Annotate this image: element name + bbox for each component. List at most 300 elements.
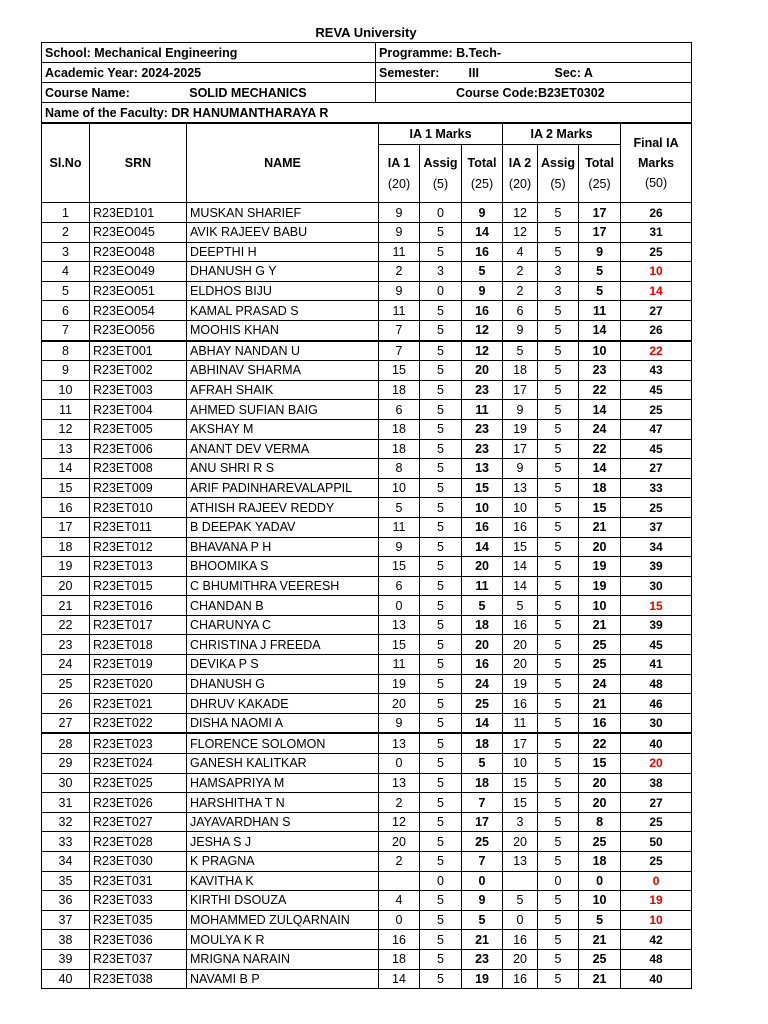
srn-cell: R23ET019 (90, 655, 187, 675)
assig1-cell: 5 (420, 713, 462, 733)
assig2-cell: 5 (538, 576, 579, 596)
total1-cell: 18 (462, 615, 503, 635)
course-info-table (41, 42, 692, 123)
final-cell: 39 (621, 557, 692, 577)
assig2-cell: 5 (538, 891, 579, 911)
slno-cell: 29 (42, 754, 90, 774)
srn-cell: R23ET013 (90, 557, 187, 577)
ia1-cell: 2 (379, 852, 420, 872)
total2-cell: 22 (579, 733, 621, 753)
table-row (42, 361, 692, 381)
assig2-cell: 5 (538, 773, 579, 793)
ia2-cell: 5 (503, 596, 538, 616)
col-total1: Total (25) (462, 145, 503, 203)
ia1-cell: 16 (379, 930, 420, 950)
ia1-cell: 11 (379, 301, 420, 321)
name-cell: GANESH KALITKAR (187, 754, 379, 774)
total1-cell: 16 (462, 301, 503, 321)
srn-cell: R23ET035 (90, 910, 187, 930)
slno-cell: 23 (42, 635, 90, 655)
total2-cell: 19 (579, 557, 621, 577)
slno-cell: 31 (42, 793, 90, 813)
ia1-cell: 18 (379, 439, 420, 459)
slno-cell: 13 (42, 439, 90, 459)
srn-cell: R23ET037 (90, 949, 187, 969)
srn-cell: R23ET016 (90, 596, 187, 616)
ia1-cell: 19 (379, 674, 420, 694)
final-cell: 40 (621, 969, 692, 989)
final-cell: 27 (621, 301, 692, 321)
ia1-cell: 18 (379, 949, 420, 969)
assig2-cell: 5 (538, 694, 579, 714)
total2-cell: 18 (579, 852, 621, 872)
srn-cell: R23ED101 (90, 203, 187, 223)
name-cell: ABHAY NANDAN U (187, 341, 379, 361)
assig1-cell: 5 (420, 419, 462, 439)
assig1-cell: 5 (420, 891, 462, 911)
ia1-cell: 11 (379, 517, 420, 537)
slno-cell: 3 (42, 242, 90, 262)
slno-cell: 32 (42, 812, 90, 832)
total2-cell: 5 (579, 262, 621, 282)
ia2-cell: 20 (503, 832, 538, 852)
total2-cell: 11 (579, 301, 621, 321)
slno-cell: 22 (42, 615, 90, 635)
total2-cell: 5 (579, 281, 621, 301)
total2-cell: 17 (579, 223, 621, 243)
final-cell: 14 (621, 281, 692, 301)
ia2-cell: 12 (503, 223, 538, 243)
name-cell: FLORENCE SOLOMON (187, 733, 379, 753)
slno-cell: 16 (42, 498, 90, 518)
total1-cell: 23 (462, 949, 503, 969)
srn-cell: R23ET024 (90, 754, 187, 774)
table-row (42, 320, 692, 340)
name-cell: KAVITHA K (187, 871, 379, 891)
srn-cell: R23ET015 (90, 576, 187, 596)
srn-cell: R23ET021 (90, 694, 187, 714)
name-cell: C BHUMITHRA VEERESH (187, 576, 379, 596)
total2-cell: 21 (579, 517, 621, 537)
final-cell: 37 (621, 517, 692, 537)
ia1-cell: 9 (379, 223, 420, 243)
name-cell: HARSHITHA T N (187, 793, 379, 813)
assig2-cell: 5 (538, 733, 579, 753)
srn-cell: R23ET022 (90, 713, 187, 733)
ia2-cell: 18 (503, 361, 538, 381)
ia2-cell: 19 (503, 419, 538, 439)
total1-cell: 16 (462, 517, 503, 537)
assig1-cell: 5 (420, 537, 462, 557)
srn-cell: R23ET020 (90, 674, 187, 694)
assig1-cell: 5 (420, 969, 462, 989)
ia1-cell: 13 (379, 615, 420, 635)
ia2-cell: 13 (503, 852, 538, 872)
total2-cell: 25 (579, 832, 621, 852)
slno-cell: 2 (42, 223, 90, 243)
total2-cell: 21 (579, 615, 621, 635)
table-row (42, 537, 692, 557)
table-row (42, 576, 692, 596)
table-row (42, 557, 692, 577)
final-cell: 48 (621, 949, 692, 969)
ia2-cell: 17 (503, 439, 538, 459)
slno-cell: 28 (42, 733, 90, 753)
srn-cell: R23ET030 (90, 852, 187, 872)
total1-cell: 23 (462, 439, 503, 459)
course-name-cell (42, 83, 376, 103)
total1-cell: 9 (462, 203, 503, 223)
srn-cell: R23ET038 (90, 969, 187, 989)
assig2-cell: 5 (538, 949, 579, 969)
srn-cell: R23EO045 (90, 223, 187, 243)
name-cell: ARIF PADINHAREVALAPPIL (187, 478, 379, 498)
ia1-cell: 15 (379, 557, 420, 577)
ia1-cell: 4 (379, 891, 420, 911)
ia2-cell: 20 (503, 635, 538, 655)
total1-cell: 20 (462, 361, 503, 381)
total1-cell: 5 (462, 262, 503, 282)
slno-cell: 5 (42, 281, 90, 301)
final-cell: 45 (621, 439, 692, 459)
final-cell: 27 (621, 793, 692, 813)
assig2-cell: 5 (538, 223, 579, 243)
ia1-cell: 11 (379, 655, 420, 675)
name-cell: MOHAMMED ZULQARNAIN (187, 910, 379, 930)
assig1-cell: 5 (420, 832, 462, 852)
srn-cell: R23ET017 (90, 615, 187, 635)
assig2-cell: 5 (538, 557, 579, 577)
assig1-cell: 5 (420, 694, 462, 714)
assig2-cell: 5 (538, 615, 579, 635)
table-row (42, 969, 692, 989)
final-cell: 47 (621, 419, 692, 439)
final-cell: 30 (621, 576, 692, 596)
slno-cell: 14 (42, 459, 90, 479)
final-cell: 33 (621, 478, 692, 498)
ia1-cell: 9 (379, 713, 420, 733)
ia2-cell: 20 (503, 655, 538, 675)
total2-cell: 24 (579, 674, 621, 694)
assig2-cell: 5 (538, 635, 579, 655)
name-cell: HAMSAPRIYA M (187, 773, 379, 793)
srn-cell: R23ET008 (90, 459, 187, 479)
total1-cell: 9 (462, 891, 503, 911)
total2-cell: 25 (579, 635, 621, 655)
ia1-cell: 6 (379, 400, 420, 420)
ia1-cell: 15 (379, 635, 420, 655)
name-cell: BHAVANA P H (187, 537, 379, 557)
final-cell: 42 (621, 930, 692, 950)
assig1-cell: 5 (420, 852, 462, 872)
srn-cell: R23EO054 (90, 301, 187, 321)
ia2-cell: 17 (503, 380, 538, 400)
name-cell: KAMAL PRASAD S (187, 301, 379, 321)
final-cell: 48 (621, 674, 692, 694)
final-cell: 50 (621, 832, 692, 852)
ia1-cell: 5 (379, 498, 420, 518)
ia2-cell: 11 (503, 713, 538, 733)
total1-cell: 18 (462, 773, 503, 793)
assig2-cell: 3 (538, 262, 579, 282)
name-cell: JAYAVARDHAN S (187, 812, 379, 832)
section-label: Sec: A (534, 63, 692, 83)
assig1-cell: 5 (420, 341, 462, 361)
ia1-cell: 9 (379, 537, 420, 557)
ia2-cell: 9 (503, 459, 538, 479)
total2-cell: 21 (579, 930, 621, 950)
slno-cell: 39 (42, 949, 90, 969)
total1-cell: 19 (462, 969, 503, 989)
slno-cell: 33 (42, 832, 90, 852)
final-cell: 26 (621, 320, 692, 340)
col-ia2-group: IA 2 Marks (503, 124, 621, 145)
total2-cell: 25 (579, 949, 621, 969)
name-cell: AFRAH SHAIK (187, 380, 379, 400)
ia1-cell (379, 871, 420, 891)
col-name: NAME (187, 124, 379, 203)
total1-cell: 18 (462, 733, 503, 753)
slno-cell: 35 (42, 871, 90, 891)
total1-cell: 21 (462, 930, 503, 950)
slno-cell: 37 (42, 910, 90, 930)
total2-cell: 21 (579, 694, 621, 714)
table-row (42, 891, 692, 911)
name-cell: ELDHOS BIJU (187, 281, 379, 301)
name-cell: ANU SHRI R S (187, 459, 379, 479)
table-row (42, 301, 692, 321)
slno-cell: 15 (42, 478, 90, 498)
assig1-cell: 5 (420, 754, 462, 774)
ia2-cell: 13 (503, 478, 538, 498)
ia2-cell: 5 (503, 891, 538, 911)
assig1-cell: 0 (420, 203, 462, 223)
srn-cell: R23ET033 (90, 891, 187, 911)
total2-cell: 20 (579, 537, 621, 557)
name-cell: DEVIKA P S (187, 655, 379, 675)
slno-cell: 19 (42, 557, 90, 577)
table-row (42, 949, 692, 969)
faculty-label: Name of the Faculty: DR HANUMANTHARAYA R (42, 103, 692, 123)
table-row (42, 281, 692, 301)
name-cell: BHOOMIKA S (187, 557, 379, 577)
srn-cell: R23ET009 (90, 478, 187, 498)
srn-cell: R23EO049 (90, 262, 187, 282)
final-cell: 45 (621, 635, 692, 655)
total1-cell: 9 (462, 281, 503, 301)
ia1-cell: 10 (379, 478, 420, 498)
col-assig1: Assig (5) (420, 145, 462, 203)
slno-cell: 34 (42, 852, 90, 872)
total1-cell: 14 (462, 713, 503, 733)
total2-cell: 22 (579, 380, 621, 400)
final-cell: 45 (621, 380, 692, 400)
academic-year-label: Academic Year: 2024-2025 (42, 63, 376, 83)
ia2-cell: 12 (503, 203, 538, 223)
ia1-cell: 2 (379, 793, 420, 813)
name-cell: DHANUSH G (187, 674, 379, 694)
ia2-cell: 10 (503, 498, 538, 518)
slno-cell: 18 (42, 537, 90, 557)
ia2-cell: 15 (503, 773, 538, 793)
semester-value: III (454, 63, 534, 83)
ia2-cell: 3 (503, 812, 538, 832)
srn-cell: R23ET031 (90, 871, 187, 891)
total2-cell: 9 (579, 242, 621, 262)
ia2-cell (503, 871, 538, 891)
srn-cell: R23ET004 (90, 400, 187, 420)
srn-cell: R23ET006 (90, 439, 187, 459)
assig1-cell: 5 (420, 635, 462, 655)
assig1-cell: 0 (420, 281, 462, 301)
table-row (42, 400, 692, 420)
school-label: School: Mechanical Engineering (42, 43, 376, 63)
srn-cell: R23ET027 (90, 812, 187, 832)
marks-rows (42, 203, 692, 989)
total2-cell: 17 (579, 203, 621, 223)
total1-cell: 24 (462, 674, 503, 694)
col-ia2: IA 2 (20) (503, 145, 538, 203)
assig2-cell: 5 (538, 242, 579, 262)
assig1-cell: 5 (420, 459, 462, 479)
ia1-cell: 14 (379, 969, 420, 989)
ia1-cell: 0 (379, 910, 420, 930)
assig2-cell: 3 (538, 281, 579, 301)
name-cell: NAVAMI B P (187, 969, 379, 989)
table-row (42, 341, 692, 361)
table-row (42, 498, 692, 518)
table-row (42, 713, 692, 733)
total1-cell: 20 (462, 557, 503, 577)
slno-cell: 11 (42, 400, 90, 420)
name-cell: CHRISTINA J FREEDA (187, 635, 379, 655)
total1-cell: 10 (462, 498, 503, 518)
total2-cell: 19 (579, 576, 621, 596)
ia1-cell: 20 (379, 832, 420, 852)
course-name-label: Course Name: (45, 85, 130, 100)
table-row (42, 242, 692, 262)
assig2-cell: 5 (538, 969, 579, 989)
assig2-cell: 5 (538, 341, 579, 361)
total1-cell: 0 (462, 871, 503, 891)
assig1-cell: 5 (420, 498, 462, 518)
total2-cell: 14 (579, 400, 621, 420)
col-final (621, 124, 692, 203)
final-cell: 20 (621, 754, 692, 774)
slno-cell: 12 (42, 419, 90, 439)
final-cell: 25 (621, 812, 692, 832)
slno-cell: 9 (42, 361, 90, 381)
assig2-cell: 5 (538, 380, 579, 400)
assig2-cell: 5 (538, 713, 579, 733)
srn-cell: R23ET005 (90, 419, 187, 439)
assig2-cell: 5 (538, 674, 579, 694)
ia1-cell: 8 (379, 459, 420, 479)
srn-cell: R23ET023 (90, 733, 187, 753)
srn-cell: R23ET012 (90, 537, 187, 557)
table-row (42, 852, 692, 872)
col-final-line1: Final IA (633, 136, 679, 150)
assig2-cell: 5 (538, 320, 579, 340)
total2-cell: 21 (579, 969, 621, 989)
table-row (42, 812, 692, 832)
ia1-cell: 13 (379, 733, 420, 753)
name-cell: AVIK RAJEEV BABU (187, 223, 379, 243)
ia1-cell: 0 (379, 754, 420, 774)
assig1-cell: 5 (420, 361, 462, 381)
assig1-cell: 5 (420, 400, 462, 420)
slno-cell: 17 (42, 517, 90, 537)
final-cell: 40 (621, 733, 692, 753)
assig2-cell: 0 (538, 871, 579, 891)
table-row (42, 517, 692, 537)
assig1-cell: 5 (420, 478, 462, 498)
name-cell: CHANDAN B (187, 596, 379, 616)
ia1-cell: 9 (379, 203, 420, 223)
table-row (42, 655, 692, 675)
final-cell: 15 (621, 596, 692, 616)
table-row (42, 910, 692, 930)
ia2-cell: 5 (503, 341, 538, 361)
table-row (42, 930, 692, 950)
marks-sheet (41, 22, 691, 989)
total2-cell: 25 (579, 655, 621, 675)
ia2-cell: 6 (503, 301, 538, 321)
table-row (42, 223, 692, 243)
srn-cell: R23EO048 (90, 242, 187, 262)
srn-cell: R23EO056 (90, 320, 187, 340)
assig2-cell: 5 (538, 596, 579, 616)
srn-cell: R23ET001 (90, 341, 187, 361)
final-cell: 38 (621, 773, 692, 793)
total1-cell: 15 (462, 478, 503, 498)
total2-cell: 24 (579, 419, 621, 439)
name-cell: KIRTHI DSOUZA (187, 891, 379, 911)
name-cell: ABHINAV SHARMA (187, 361, 379, 381)
assig1-cell: 5 (420, 380, 462, 400)
final-cell: 25 (621, 242, 692, 262)
total1-cell: 5 (462, 596, 503, 616)
srn-cell: R23ET002 (90, 361, 187, 381)
ia1-cell: 2 (379, 262, 420, 282)
ia2-cell: 16 (503, 969, 538, 989)
ia1-cell: 0 (379, 596, 420, 616)
table-row (42, 871, 692, 891)
assig2-cell: 5 (538, 793, 579, 813)
ia2-cell: 9 (503, 400, 538, 420)
assig1-cell: 5 (420, 773, 462, 793)
assig2-cell: 5 (538, 301, 579, 321)
ia2-cell: 16 (503, 930, 538, 950)
total2-cell: 20 (579, 793, 621, 813)
total2-cell: 14 (579, 320, 621, 340)
srn-cell: R23ET018 (90, 635, 187, 655)
assig2-cell: 5 (538, 361, 579, 381)
slno-cell: 30 (42, 773, 90, 793)
total1-cell: 5 (462, 910, 503, 930)
total2-cell: 10 (579, 341, 621, 361)
table-row (42, 380, 692, 400)
assig1-cell: 5 (420, 242, 462, 262)
final-cell: 41 (621, 655, 692, 675)
assig1-cell: 5 (420, 910, 462, 930)
name-cell: DHANUSH G Y (187, 262, 379, 282)
total2-cell: 22 (579, 439, 621, 459)
final-cell: 22 (621, 341, 692, 361)
name-cell: CHARUNYA C (187, 615, 379, 635)
total1-cell: 23 (462, 419, 503, 439)
srn-cell: R23ET026 (90, 793, 187, 813)
